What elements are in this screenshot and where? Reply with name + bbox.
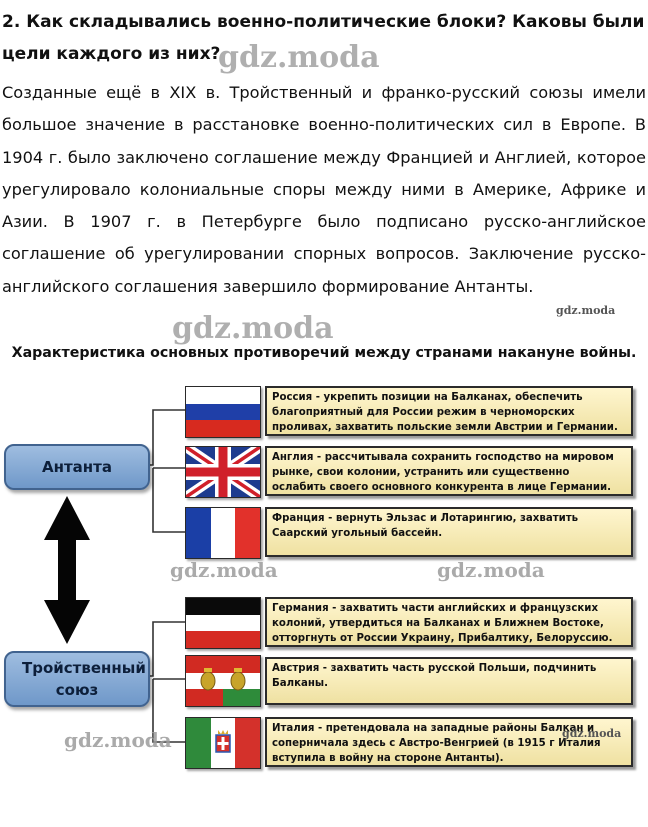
- note-italy: Италия - претендовала на западные районы Балкан и соперничала здесь с Австро-Венгрией (в 1915 г Италия вступила в войну на стороне Антанты).: [265, 717, 633, 767]
- diagram-title: Характеристика основных противоречий между странами накануне войны.: [11, 345, 637, 361]
- watermark: gdz.moda: [218, 40, 380, 75]
- double-arrow-icon: [44, 496, 90, 644]
- watermark: gdz.moda: [562, 727, 622, 740]
- watermark: gdz.moda: [64, 728, 172, 752]
- watermark: gdz.moda: [170, 558, 278, 582]
- note-austria: Австрия - захватить часть русской Польши, подчинить Балканы.: [265, 657, 633, 705]
- entente-block: [4, 444, 150, 490]
- flag-austria-hungary-icon: [185, 655, 261, 707]
- entente-label: Антанта: [42, 458, 112, 476]
- answer-text: Созданные ещё в XIX в. Тройственный и франко-русский союзы имели большое значение в расстановке военно-политических сил в Европе. В 1904 г. было заключено соглашение между Францией и Англией, которое урегулировало колониальные споры между ними в Америке, Африке и Азии. В 1907 г. в Петербурге было подписано русско-английское соглашение об урегулировании спорных вопросов. Заключение русско-английского соглашения завершило формирование Антанты.: [2, 83, 646, 296]
- flag-italy-icon: [185, 717, 261, 769]
- note-uk: Англия - рассчитывала сохранить господство на мировом рынке, свои колонии, устранить или существенно ослабить своего основного конкурента в лице Германии.: [265, 446, 633, 496]
- note-france: Франция - вернуть Эльзас и Лотарингию, захватить Саарский угольный бассейн.: [265, 507, 633, 557]
- watermark: gdz.moda: [437, 558, 545, 582]
- watermark: gdz.moda: [172, 311, 334, 346]
- flag-russia-icon: [185, 386, 261, 438]
- question-title: 2. Как складывались военно-политические блоки? Каковы были цели каждого из них?: [2, 12, 645, 64]
- triple-alliance-block: [4, 651, 150, 707]
- watermark: gdz.moda: [556, 304, 616, 317]
- flag-germany-icon: [185, 597, 261, 649]
- triple-alliance-label: Тройственный союз: [22, 659, 146, 699]
- flag-france-icon: [185, 507, 261, 559]
- note-russia: Россия - укрепить позиции на Балканах, обеспечить благоприятный для России режим в черноморских проливах, захватить польские земли Австрии и Германии.: [265, 386, 633, 436]
- note-germany: Германия - захватить части английских и французских колоний, утвердиться на Балканах и Ближнем Востоке, отторгнуть от России Украину, Прибалтику, Белоруссию.: [265, 597, 633, 647]
- triple-connector: [148, 622, 185, 676]
- flag-uk-icon: [185, 446, 261, 498]
- entente-connector: [148, 410, 185, 465]
